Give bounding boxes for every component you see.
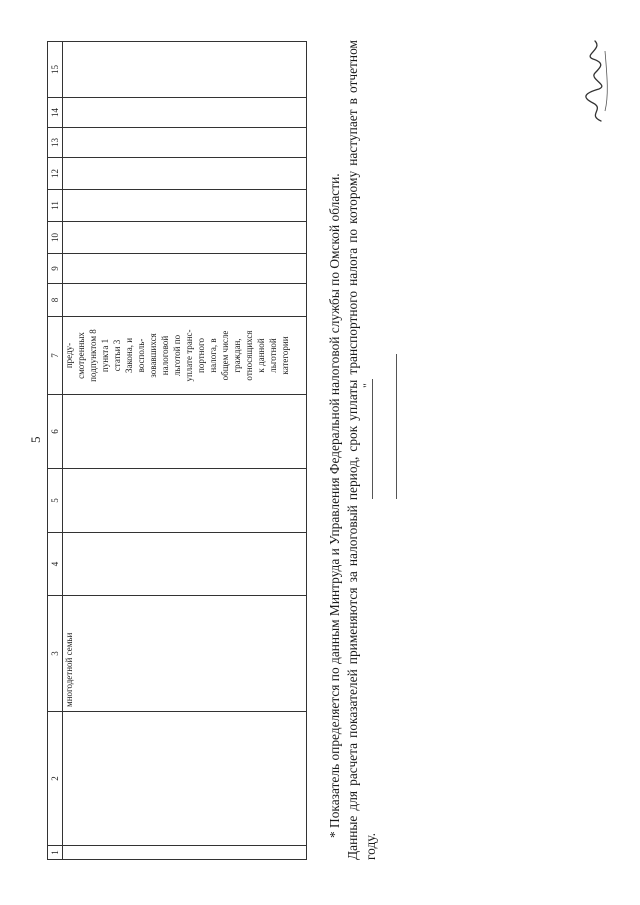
table-cell: [63, 222, 307, 254]
column-number: 15: [48, 42, 63, 98]
column-number: 4: [48, 533, 63, 596]
column-number: 14: [48, 98, 63, 128]
description-line: зовавшихся: [148, 333, 158, 378]
description-line: портного: [196, 338, 206, 373]
table-cell: [63, 158, 307, 190]
table-header-row: [48, 42, 63, 860]
table-cell: [63, 284, 307, 317]
table-cell: [63, 254, 307, 284]
column-number: 1: [48, 846, 63, 860]
table-row: [63, 42, 307, 860]
column-number: 11: [48, 190, 63, 222]
column-number: 10: [48, 222, 63, 254]
description-line: налоговой: [160, 335, 170, 376]
column-number: 13: [48, 128, 63, 158]
column-number: 6: [48, 395, 63, 469]
description-line: льготной: [268, 338, 278, 373]
description-line: относящихся: [244, 330, 254, 381]
description-line: преду-: [64, 342, 74, 369]
table-cell: [63, 469, 307, 533]
indicator-table: [47, 41, 307, 860]
signature-quote-mark: ": [360, 383, 374, 388]
table-cell: [63, 395, 307, 469]
description-line: пункта 1: [100, 338, 110, 373]
column-number: 12: [48, 158, 63, 190]
indicator-description-cell: [63, 317, 307, 395]
table-cell: [63, 42, 307, 98]
page-number: 5: [28, 436, 43, 443]
description-line: категории: [280, 336, 290, 375]
footnote-paragraph: Данные для расчета показателей применяются за налоговый период, срок уплаты транспортного налога по которому наступает в отчетном году.: [345, 40, 378, 860]
column-number: 9: [48, 254, 63, 284]
description-line: к данной: [256, 338, 266, 373]
column-number: 2: [48, 712, 63, 846]
table-cell: [63, 712, 307, 846]
table-cell: [63, 128, 307, 158]
description-line: подпунктом 8: [88, 329, 98, 382]
column-number: 5: [48, 469, 63, 533]
description-line: восполь-: [136, 338, 146, 373]
description-line: налога, в: [208, 338, 218, 373]
table-cell: [63, 190, 307, 222]
table-cell: [63, 533, 307, 596]
description-line: граждан,: [232, 338, 242, 373]
signature-line: [396, 354, 397, 499]
column-number: 7: [48, 317, 63, 395]
footnote-paragraph: * Показатель определяется по данным Минтруда и Управления Федеральной налоговой службы по Омской области.: [327, 173, 342, 838]
footnote: [326, 40, 380, 860]
table-cell: [63, 846, 307, 860]
column-number: 3: [48, 596, 63, 712]
description-line: общем числе: [220, 330, 230, 381]
table-cell: [63, 98, 307, 128]
category-cell: многодетной семьи: [63, 596, 307, 712]
column-number: 8: [48, 284, 63, 317]
description-line: смотренных: [76, 332, 86, 379]
description-line: уплате транс-: [184, 329, 194, 382]
description-line: Закона, и: [124, 337, 134, 374]
description-line: льготой по: [172, 334, 182, 377]
description-line: статьи 3: [112, 339, 122, 372]
handwritten-signature: [575, 35, 615, 125]
